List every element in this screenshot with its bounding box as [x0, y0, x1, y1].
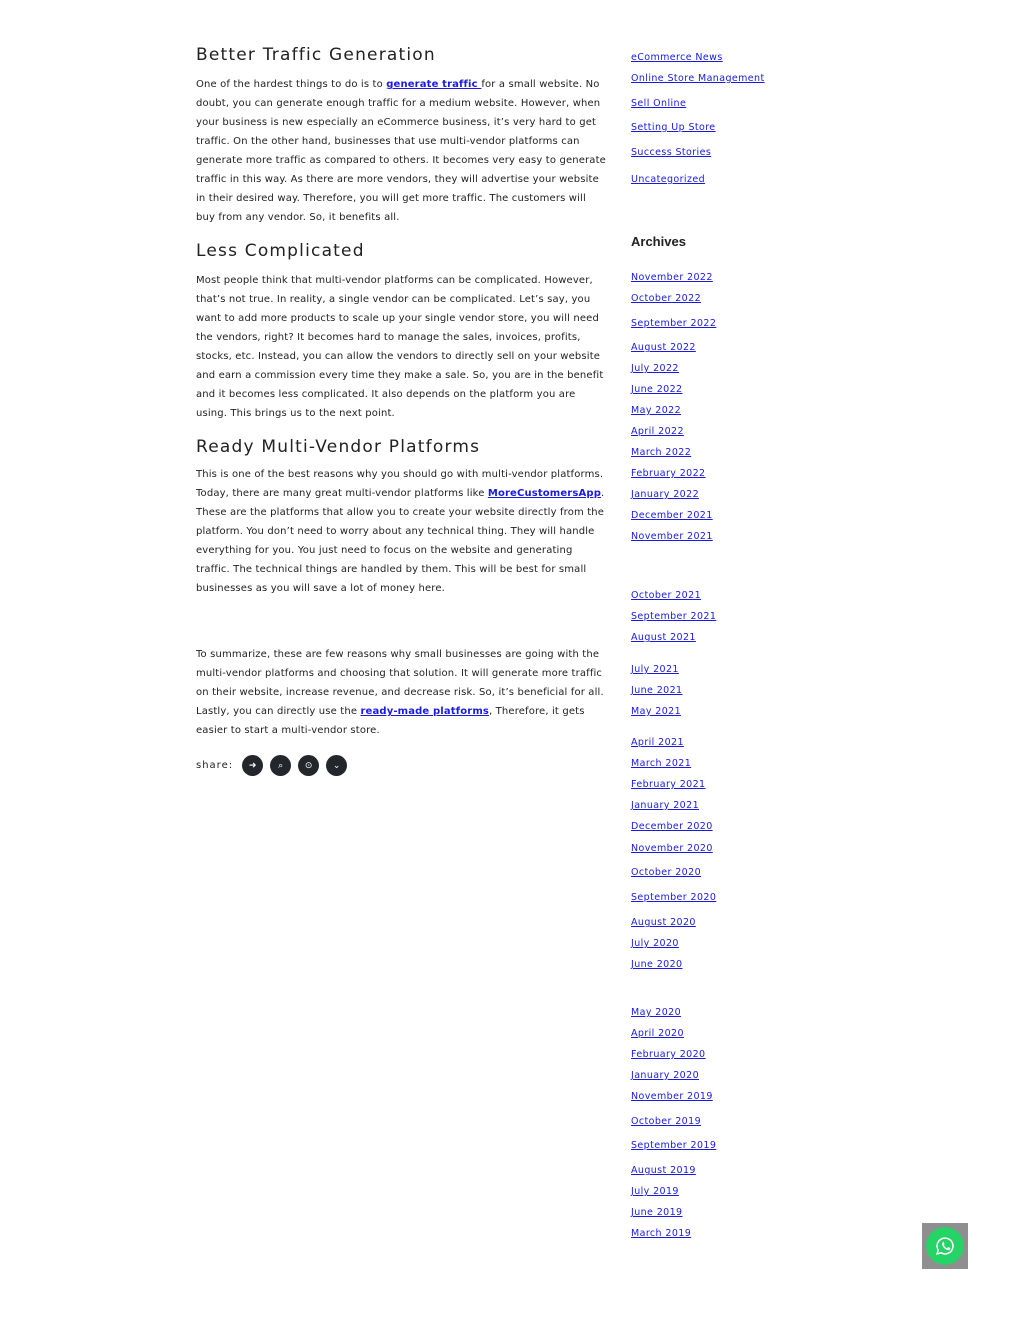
archive-link[interactable]: May 2020: [631, 1007, 682, 1018]
share-arrow-icon[interactable]: ➜: [242, 755, 263, 776]
archive-link[interactable]: September 2022: [631, 318, 717, 329]
archive-link[interactable]: January 2021: [631, 800, 700, 811]
paragraph-text: This is one of the best reasons why you should go with multi-vendor platforms. Today, there are many great multi-vendor platforms like: [196, 469, 604, 499]
paragraph-summary: [196, 645, 608, 740]
archive-link[interactable]: August 2019: [631, 1165, 696, 1176]
archives-title: Archives: [631, 234, 686, 249]
archive-link[interactable]: September 2021: [631, 611, 717, 622]
archive-link[interactable]: April 2022: [631, 426, 684, 437]
whatsapp-button[interactable]: [926, 1227, 964, 1265]
archive-link[interactable]: November 2020: [631, 843, 713, 854]
whatsapp-widget: [922, 1223, 968, 1269]
archive-link[interactable]: November 2022: [631, 272, 713, 283]
category-link[interactable]: Success Stories: [631, 147, 712, 158]
archive-link[interactable]: June 2022: [631, 384, 683, 395]
archive-link[interactable]: January 2022: [631, 489, 700, 500]
archive-link[interactable]: October 2020: [631, 867, 702, 878]
whatsapp-icon: [935, 1236, 955, 1256]
category-link[interactable]: eCommerce News: [631, 52, 723, 63]
category-link[interactable]: Sell Online: [631, 98, 687, 109]
share-circle-icon[interactable]: ⊙: [298, 755, 319, 776]
paragraph-text: . These are the platforms that allow you to create your website directly from the platform. You don’t need to worry about any technical thing. They will handle everything for you. You just need to focus on the website and generating traffic. The technical things are handled by them. This will be best for small businesses as you will save a lot of money here.: [196, 488, 605, 594]
share-label: share:: [196, 760, 234, 771]
archive-link[interactable]: March 2019: [631, 1228, 692, 1239]
paragraph-text: One of the hardest things to do is to: [196, 79, 387, 90]
category-link[interactable]: Setting Up Store: [631, 122, 716, 133]
paragraph-ready: [196, 465, 608, 598]
paragraph-traffic: [196, 75, 608, 227]
archive-link[interactable]: July 2021: [631, 664, 679, 675]
archive-link[interactable]: May 2021: [631, 706, 682, 717]
archive-link[interactable]: November 2019: [631, 1091, 713, 1102]
archive-link[interactable]: December 2020: [631, 821, 713, 832]
archive-link[interactable]: June 2020: [631, 959, 683, 970]
archive-link[interactable]: February 2022: [631, 468, 706, 479]
paragraph-text: , Therefore, it gets easier to start a multi-vendor store.: [196, 706, 585, 736]
heading-less-complicated: Less Complicated: [196, 241, 365, 261]
archive-link[interactable]: November 2021: [631, 531, 713, 542]
share-chevron-icon[interactable]: ⌄: [326, 755, 347, 776]
archive-link[interactable]: April 2020: [631, 1028, 684, 1039]
archive-link[interactable]: August 2021: [631, 632, 696, 643]
archive-link[interactable]: May 2022: [631, 405, 682, 416]
archive-link[interactable]: August 2022: [631, 342, 696, 353]
share-bar: [196, 755, 347, 776]
paragraph-text: for a small website. No doubt, you can generate enough traffic for a medium website. However, when your business is new especially an eCommerce business, it’s very hard to get traffic. On the other hand, businesses that use multi-vendor platforms can generate more traffic as compared to others. It becomes very easy to generate traffic in this way. As there are more vendors, they will advertise your website in their desired way. Therefore, you will get more traffic. The customers will buy from any vendor. So, it benefits all.: [196, 79, 606, 223]
archive-link[interactable]: October 2022: [631, 293, 702, 304]
paragraph-less: Most people think that multi-vendor platforms can be complicated. However, that’s not true. In reality, a single vendor can be complicated. Let’s say, you want to add more products to scale up your single vendor store, you will need the vendors, right? It becomes hard to manage the sales, invoices, profits, stocks, etc. Instead, you can allow the vendors to directly sell on your website and earn a commission every time they make a sale. So, you are in the benefit and it becomes less complicated. It also depends on the platform you are using. This brings us to the next point.: [196, 275, 604, 419]
archive-link[interactable]: February 2020: [631, 1049, 706, 1060]
archive-link[interactable]: July 2020: [631, 938, 679, 949]
archive-link[interactable]: December 2021: [631, 510, 713, 521]
heading-ready-platforms: Ready Multi-Vendor Platforms: [196, 437, 481, 457]
archive-link[interactable]: September 2019: [631, 1140, 717, 1151]
archive-link[interactable]: October 2019: [631, 1116, 702, 1127]
archive-link[interactable]: June 2019: [631, 1207, 683, 1218]
archive-link[interactable]: October 2021: [631, 590, 702, 601]
archive-link[interactable]: March 2021: [631, 758, 692, 769]
archive-link[interactable]: August 2020: [631, 917, 696, 928]
heading-better-traffic: Better Traffic Generation: [196, 45, 436, 65]
archive-link[interactable]: July 2022: [631, 363, 679, 374]
archive-link[interactable]: June 2021: [631, 685, 683, 696]
archive-link[interactable]: February 2021: [631, 779, 706, 790]
generate-traffic-link[interactable]: generate traffic: [386, 79, 482, 90]
category-link[interactable]: Online Store Management: [631, 73, 765, 84]
morecustomersapp-link[interactable]: MoreCustomersApp: [487, 488, 601, 499]
share-search-icon[interactable]: ⌕: [270, 755, 291, 776]
archive-link[interactable]: January 2020: [631, 1070, 700, 1081]
archive-link[interactable]: July 2019: [631, 1186, 679, 1197]
ready-made-platforms-link[interactable]: ready-made platforms: [360, 706, 489, 717]
archive-link[interactable]: March 2022: [631, 447, 692, 458]
category-link[interactable]: Uncategorized: [631, 174, 706, 185]
paragraph-text: To summarize, these are few reasons why small businesses are going with the multi-vendor platforms and choosing that solution. It will generate more traffic on their website, increase revenue, and decrease risk. So, it’s beneficial for all. Lastly, you can directly use the: [196, 649, 604, 717]
archive-link[interactable]: September 2020: [631, 892, 717, 903]
archive-link[interactable]: April 2021: [631, 737, 684, 748]
